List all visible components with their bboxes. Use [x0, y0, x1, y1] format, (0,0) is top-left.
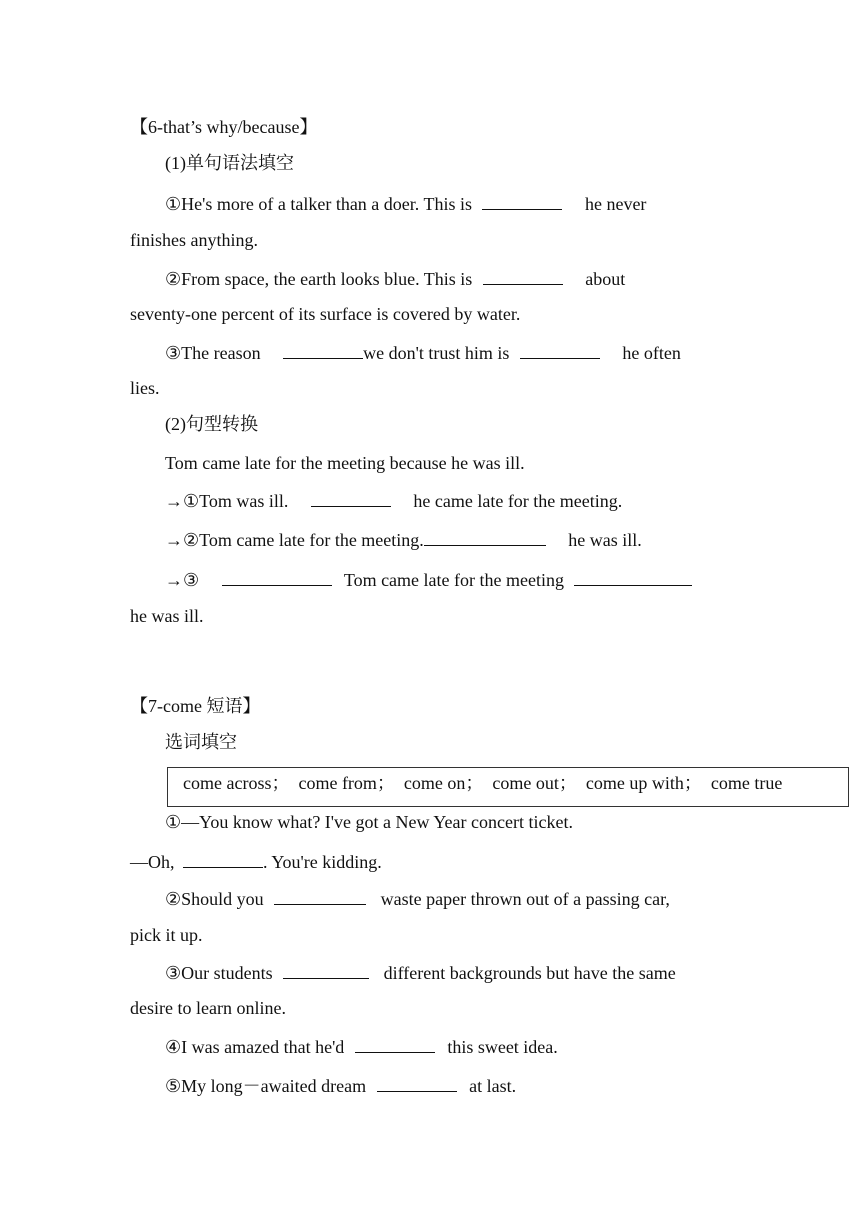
answer-blank[interactable] [355, 1034, 435, 1053]
question-1-line [165, 191, 646, 215]
fill-1-question: ①—You know what? I've got a New Year concert ticket. [165, 812, 573, 832]
source-sentence: Tom came late for the meeting because he was ill. [165, 453, 525, 473]
question-1-text: ①He's more of a talker than a doer. This is [165, 194, 472, 214]
part-1-title: (1)单句语法填空 [165, 153, 294, 173]
fill-5-text-end: at last. [469, 1076, 517, 1096]
fill-4-text-end: this sweet idea. [447, 1037, 558, 1057]
transform-3-line [165, 567, 692, 591]
section-6-title: 【6-that’s why/because】 [130, 117, 318, 137]
instruction-title: 选词填空 [165, 732, 237, 752]
fill-2-text: ②Should you [165, 889, 264, 909]
question-2-text-end: about [585, 269, 626, 289]
answer-blank[interactable] [377, 1073, 457, 1092]
question-3-continuation: lies. [130, 378, 160, 398]
transform-3-text: →③ [165, 570, 200, 590]
question-2-text: ②From space, the earth looks blue. This is [165, 269, 473, 289]
answer-blank[interactable] [183, 849, 263, 868]
fill-1-response-end: . You're kidding. [263, 852, 382, 872]
question-3-text-mid: we don't trust him is [363, 343, 510, 363]
answer-blank[interactable] [482, 191, 562, 210]
word-box-options: come across； come from； come on； come out； come up with； come true [183, 773, 783, 793]
fill-5-line [165, 1073, 516, 1097]
answer-blank[interactable] [574, 567, 692, 586]
answer-blank[interactable] [283, 960, 369, 979]
answer-blank[interactable] [520, 340, 600, 359]
answer-blank[interactable] [311, 488, 391, 507]
fill-3-continuation: desire to learn online. [130, 998, 286, 1018]
section-7-title: 【7-come 短语】 [130, 696, 261, 716]
question-3-text: ③The reason [165, 343, 261, 363]
fill-1-response [130, 849, 382, 873]
answer-blank[interactable] [424, 527, 546, 546]
transform-1-text-end: he came late for the meeting. [413, 491, 623, 511]
answer-blank[interactable] [283, 340, 363, 359]
fill-3-line [165, 960, 676, 984]
fill-1-response-start: —Oh, [130, 852, 175, 872]
answer-blank[interactable] [274, 886, 366, 905]
question-1-continuation: finishes anything. [130, 230, 258, 250]
answer-blank[interactable] [222, 567, 332, 586]
transform-1-text: →①Tom was ill. [165, 491, 289, 511]
part-2-title: (2)句型转换 [165, 414, 258, 434]
fill-3-text-end: different backgrounds but have the same [383, 963, 676, 983]
transform-2-line [165, 527, 642, 551]
answer-blank[interactable] [483, 266, 563, 285]
transform-2-text: →②Tom came late for the meeting. [165, 530, 424, 550]
transform-3-text-mid: Tom came late for the meeting [343, 570, 564, 590]
fill-3-text: ③Our students [165, 963, 273, 983]
question-2-continuation: seventy-one percent of its surface is covered by water. [130, 304, 521, 324]
transform-2-text-end: he was ill. [568, 530, 642, 550]
question-2-line [165, 266, 625, 290]
question-3-line [165, 340, 681, 364]
fill-4-text: ④I was amazed that he'd [165, 1037, 345, 1057]
fill-2-text-end: waste paper thrown out of a passing car, [380, 889, 670, 909]
transform-3-continuation: he was ill. [130, 606, 204, 626]
fill-4-line [165, 1034, 558, 1058]
question-1-text-end: he never [584, 194, 647, 214]
fill-5-text: ⑤My long－awaited dream [165, 1076, 367, 1096]
transform-1-line [165, 488, 622, 512]
fill-2-line [165, 886, 670, 910]
question-3-text-end: he often [622, 343, 681, 363]
fill-2-continuation: pick it up. [130, 925, 203, 945]
